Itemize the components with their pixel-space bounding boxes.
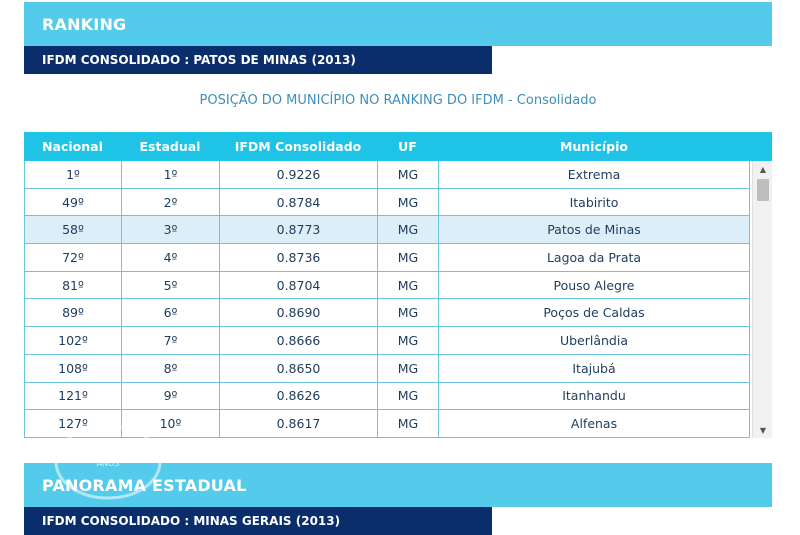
col-header-estadual[interactable]: Estadual [139, 139, 201, 154]
cell-ifdm: 0.8690 [219, 299, 377, 326]
table-row[interactable] [24, 410, 750, 438]
table-row[interactable] [24, 272, 750, 300]
cell-nacional: 89º [24, 299, 121, 326]
cell-ifdm: 0.8626 [219, 383, 377, 410]
cell-municipio: Pouso Alegre [438, 272, 750, 299]
cell-municipio: Lagoa da Prata [438, 244, 750, 271]
cell-municipio: Patos de Minas [438, 216, 750, 243]
cell-uf: MG [377, 410, 438, 437]
panorama-subheader [24, 507, 492, 535]
cell-estadual: 4º [121, 244, 219, 271]
cell-uf: MG [377, 189, 438, 216]
cell-estadual: 9º [121, 383, 219, 410]
table-row[interactable] [24, 299, 750, 327]
cell-estadual: 6º [121, 299, 219, 326]
panorama-section-header [24, 463, 772, 507]
table-scrollbar[interactable] [752, 161, 772, 438]
cell-uf: MG [377, 383, 438, 410]
table-title: POSIÇÃO DO MUNICÍPIO NO RANKING DO IFDM - Consolidado [199, 93, 597, 108]
ranking-table [24, 132, 772, 438]
table-header [24, 132, 772, 161]
cell-ifdm: 0.8736 [219, 244, 377, 271]
cell-municipio: Itabirito [438, 189, 750, 216]
cell-ifdm: 0.8617 [219, 410, 377, 437]
table-row[interactable] [24, 327, 750, 355]
col-header-ifdm[interactable]: IFDM Consolidado [234, 139, 362, 154]
table-row[interactable] [24, 189, 750, 217]
cell-municipio: Alfenas [438, 410, 750, 437]
cell-municipio: Itajubá [438, 355, 750, 382]
triangle-up-icon[interactable]: ▲ [759, 164, 767, 174]
table-row[interactable] [24, 244, 750, 272]
cell-nacional: 108º [24, 355, 121, 382]
col-header-uf[interactable]: UF [398, 139, 417, 154]
panorama-header-label: PANORAMA ESTADUAL [42, 475, 247, 495]
cell-ifdm: 0.8666 [219, 327, 377, 354]
table-row[interactable] [24, 216, 750, 244]
cell-uf: MG [377, 161, 438, 188]
cell-ifdm: 0.8784 [219, 189, 377, 216]
watermark-text: ANOS [96, 459, 120, 468]
col-header-nacional[interactable]: Nacional [42, 139, 103, 154]
cell-municipio: Extrema [438, 161, 750, 188]
cell-uf: MG [377, 244, 438, 271]
ranking-subheader-label: IFDM CONSOLIDADO : PATOS DE MINAS (2013) [42, 53, 356, 67]
ranking-subheader [24, 46, 492, 74]
cell-nacional: 1º [24, 161, 121, 188]
ranking-section-header [24, 2, 772, 46]
cell-uf: MG [377, 272, 438, 299]
cell-uf: MG [377, 299, 438, 326]
cell-ifdm: 0.9226 [219, 161, 377, 188]
cell-nacional: 102º [24, 327, 121, 354]
cell-nacional: 121º [24, 383, 121, 410]
cell-uf: MG [377, 355, 438, 382]
cell-municipio: Itanhandu [438, 383, 750, 410]
cell-nacional: 58º [24, 216, 121, 243]
scroll-thumb[interactable] [757, 179, 769, 201]
cell-nacional: 127º [24, 410, 121, 437]
cell-estadual: 8º [121, 355, 219, 382]
cell-municipio: Poços de Caldas [438, 299, 750, 326]
table-row[interactable] [24, 355, 750, 383]
ranking-header-label: RANKING [42, 14, 127, 34]
triangle-down-icon[interactable]: ▼ [759, 425, 767, 435]
cell-nacional: 81º [24, 272, 121, 299]
cell-ifdm: 0.8650 [219, 355, 377, 382]
col-header-municipio[interactable]: Município [559, 139, 629, 154]
cell-estadual: 1º [121, 161, 219, 188]
table-row[interactable] [24, 383, 750, 411]
cell-nacional: 49º [24, 189, 121, 216]
table-body[interactable] [24, 161, 772, 438]
cell-estadual: 7º [121, 327, 219, 354]
cell-nacional: 72º [24, 244, 121, 271]
table-rows [24, 161, 750, 438]
cell-ifdm: 0.8773 [219, 216, 377, 243]
cell-uf: MG [377, 327, 438, 354]
cell-estadual: 3º [121, 216, 219, 243]
table-row[interactable] [24, 161, 750, 189]
panorama-subheader-label: IFDM CONSOLIDADO : MINAS GERAIS (2013) [42, 514, 341, 528]
cell-estadual: 10º [121, 410, 219, 437]
cell-municipio: Uberlândia [438, 327, 750, 354]
cell-estadual: 2º [121, 189, 219, 216]
cell-uf: MG [377, 216, 438, 243]
cell-ifdm: 0.8704 [219, 272, 377, 299]
cell-estadual: 5º [121, 272, 219, 299]
